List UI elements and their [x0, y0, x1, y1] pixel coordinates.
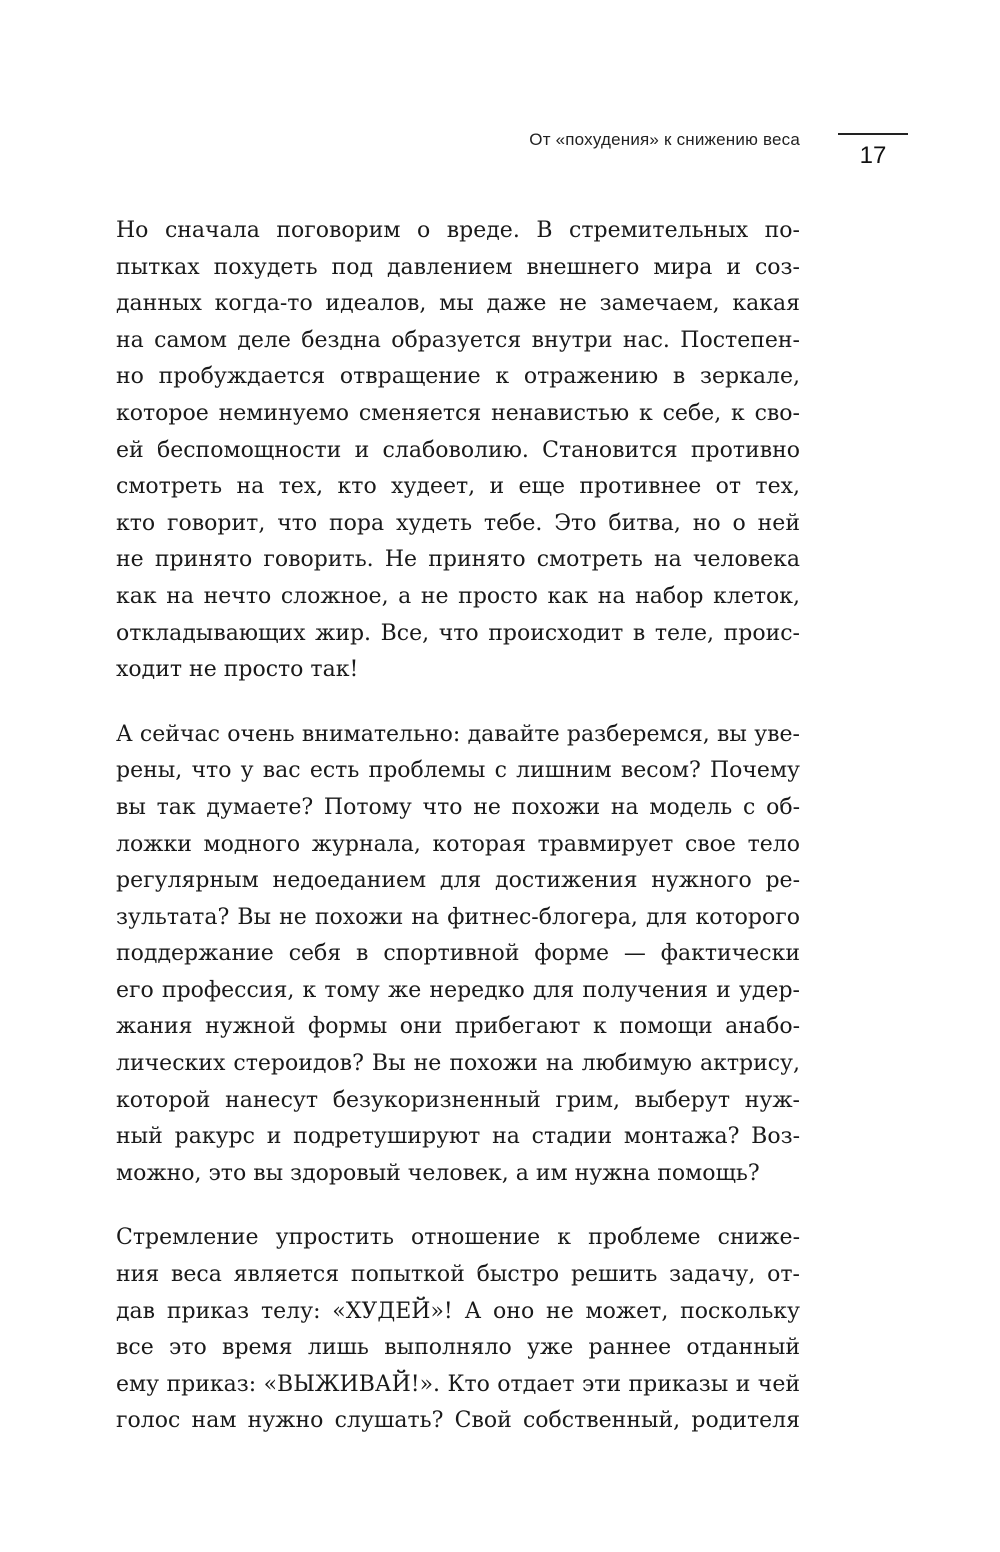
text-line: А сейчас очень внимательно: давайте разберемся, вы уве-	[116, 721, 800, 747]
text-line: смотреть на тех, кто худеет, и еще противнее от тех,	[116, 474, 800, 500]
text-line: не принято говорить. Не принято смотреть на человека	[116, 547, 800, 573]
page-number-rule	[838, 133, 908, 135]
text-line: лических стероидов? Вы не похожи на любимую актрису,	[116, 1051, 800, 1077]
text-line: которой нанесут безукоризненный грим, выберут нуж-	[116, 1087, 800, 1113]
text-line: голос нам нужно слушать? Свой собственный, родителя	[116, 1408, 800, 1434]
text-line: его профессия, к тому же нередко для получения и удер-	[116, 977, 800, 1003]
text-line: как на нечто сложное, а не просто как на набор клеток,	[116, 583, 800, 609]
text-line: жания нужной формы они прибегают к помощи анабо-	[116, 1014, 800, 1040]
paragraph-1	[116, 213, 800, 689]
text-line: откладывающих жир. Все, что происходит в теле, проис-	[116, 620, 800, 646]
text-line: регулярным недоеданием для достижения нужного ре-	[116, 868, 800, 894]
text-line: ния веса является попыткой быстро решить задачу, от-	[116, 1262, 800, 1288]
text-line: данных когда-то идеалов, мы даже не замечаем, какая	[116, 291, 800, 317]
text-line: ей беспомощности и слабоволию. Становится противно	[116, 437, 800, 463]
text-line: ходит не просто так!	[116, 657, 359, 683]
body-text	[116, 213, 800, 1468]
text-line: которое неминуемо сменяется ненавистью к себе, к сво-	[116, 400, 800, 426]
text-line: пытках похудеть под давлением внешнего мира и соз-	[116, 254, 800, 280]
text-line: ему приказ: «ВЫЖИВАЙ!». Кто отдает эти приказы и чей	[116, 1371, 800, 1397]
text-line: все это время лишь выполняло уже раннее отданный	[116, 1335, 800, 1361]
text-line: Но сначала поговорим о вреде. В стремительных по-	[116, 218, 800, 243]
running-title: От «похудения» к снижению веса	[529, 130, 800, 149]
text-line: зультата? Вы не похожи на фитнес-блогера, для которого	[116, 904, 800, 930]
text-line: можно, это вы здоровый человек, а им нужна помощь?	[116, 1160, 760, 1186]
text-line: поддержание себя в спортивной форме — фактически	[116, 941, 800, 967]
text-line: ный ракурс и подретушируют на стадии монтажа? Воз-	[116, 1124, 800, 1150]
text-line: вы так думаете? Потому что не похожи на модель с об-	[116, 794, 800, 820]
text-line: но пробуждается отвращение к отражению в зеркале,	[116, 364, 800, 390]
paragraph-3	[116, 1220, 800, 1440]
page-number: 17	[859, 142, 887, 169]
text-line: рены, что у вас есть проблемы с лишним весом? Почему	[116, 758, 800, 784]
text-line: ложки модного журнала, которая травмирует свое тело	[116, 831, 800, 857]
paragraph-2	[116, 717, 800, 1193]
text-line: на самом деле бездна образуется внутри нас. Постепен-	[116, 327, 800, 353]
text-line: кто говорит, что пора худеть тебе. Это битва, но о ней	[116, 510, 800, 536]
text-line: дав приказ телу: «ХУДЕЙ»! А оно не может, поскольку	[116, 1298, 800, 1324]
text-line: Стремление упростить отношение к проблеме сниже-	[116, 1225, 800, 1251]
